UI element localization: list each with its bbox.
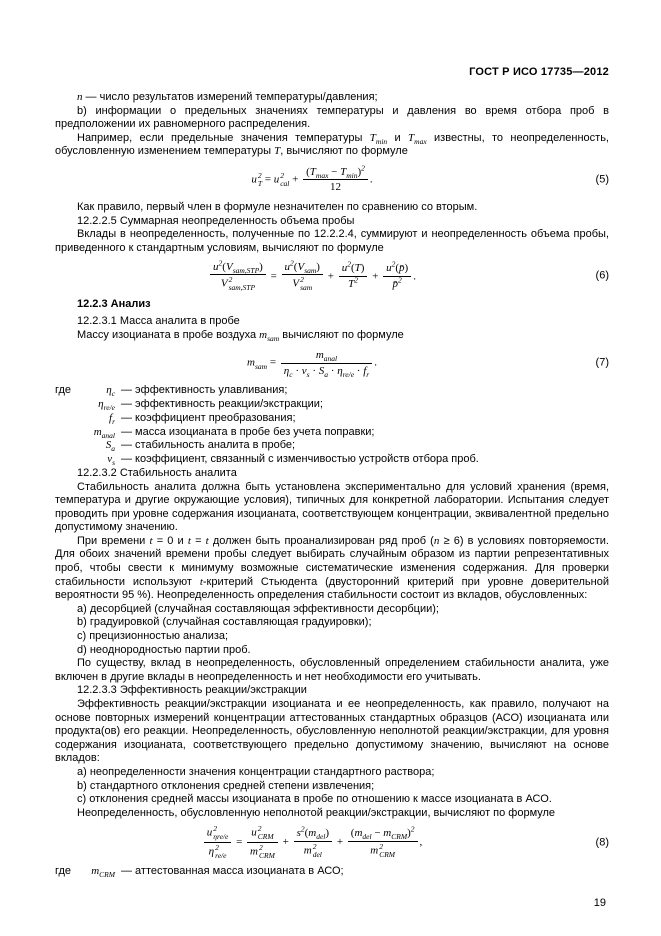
definition-term: $\eta_{re/e}$ [98, 397, 115, 413]
definition-lead: где [55, 384, 72, 397]
definition-text: — эффективность реакции/экстракции; [121, 397, 323, 410]
sub-sup-stack: 2 T [257, 170, 262, 188]
definition-row [55, 384, 609, 398]
paragraph: Массу изоцианата в пробе воздуха $m_{sam}$ вычисляют по формуле [77, 328, 404, 343]
paragraph: b) стандартного отклонения средней степени извлечения; [77, 779, 375, 792]
doc-code-header: ГОСТ Р ИСО 17735—2012 [469, 66, 609, 78]
formula-number: (7) [595, 356, 609, 369]
paragraph: 12.2.3.2 Стабильность аналита [77, 466, 237, 479]
sub-sup-stack: 2 re/e [215, 843, 227, 861]
paragraph: Как правило, первый член в формуле незначителен по сравнению со вторым. [77, 200, 478, 213]
sub-sup-stack: 2 ηre/e [213, 824, 229, 842]
paragraph: a) десорбцией (случайная составляющая эффективности десорбции); [77, 602, 439, 615]
definition-term: $\eta_c$ [106, 384, 115, 399]
definition-row [55, 398, 609, 412]
formula [55, 825, 609, 860]
definition-term: $v_s$ [107, 453, 115, 468]
definition-lead: где [55, 865, 72, 878]
definition-row [55, 865, 609, 879]
formula-expression: $u^2(V_{sam,STP})$ V 2 sam,STP = $u^2(V_{sam})$ V 2 sam + $\frac{u^2(T)}{T^2}$ + $\frac{u^2(p̄)}{p̄^2}$ . [208, 261, 456, 293]
definition-term: $m_{anal}$ [93, 425, 115, 440]
paragraph: Вклады в неопределенность, полученные по 12.2.2.4, суммируют и неопределенность объема пробы, приведенного к стандартным условиям, вычисляют по формуле [55, 228, 609, 254]
fraction: $\frac{(T_{max} - T_{min})^2}{12}$ [303, 166, 368, 194]
formula [55, 164, 609, 196]
definition-list [55, 865, 609, 879]
paragraph: a) неопределенности значения концентрации стандартного раствора; [77, 765, 435, 778]
paragraph: Стабильность аналита должна быть установлена экспериментально для условий хранения (время, температура и другие окружающие условия), типичных для конкретной лаборатории. Испытания следует проводить при уровне содержания изоцианата, соответствующем концентрации, эквивалентной предельно допустимому значению. [55, 480, 609, 534]
fraction: u 2 CRM m 2 CRM [247, 825, 278, 860]
definition-row [55, 439, 609, 453]
sub-sup-stack: 2 CRM [259, 843, 275, 861]
definition-row [55, 426, 609, 440]
paragraph: Эффективность реакции/экстракции изоцианата и ее неопределенность, как правило, получают на основе повторных измерений концентрации аттестованных стандартных образцов (АСО) изоцианата или продукта(ов) его реакции. Неопределенность, обусловленную неполнотой реакции/экстракции, для уровня содержания изоцианата, соответствующего предельно допустимому значению, вычисляют на основе вкладов: [55, 698, 609, 765]
sub-sup-stack: 2 CRM [257, 824, 274, 842]
formula-expression: $m_{sam}$ = $\frac{m_{anal}}{\eta_c \cdot v_s \cdot S_a \cdot \eta_{re/e} \cdot f_r}$ . [247, 348, 377, 379]
sub-sup-stack: 2 sam [300, 275, 313, 293]
definition-term: $m_{CRM}$ [91, 865, 115, 880]
formula-expression: u 2 ηre/e η 2 re/e = u 2 CRM m 2 CRM + $s^2(m_{del})$ m 2 del + $(m_{del} - m_{CRM})^2$ m 2 CRM , [202, 825, 463, 860]
formula [55, 257, 609, 293]
paragraph: 12.2.3.1 Масса аналита в пробе [77, 314, 240, 327]
paragraph: При времени t = 0 и t = t должен быть проанализирован ряд проб (n ≥ 6) в условиях повторяемости. Для обоих значений времени пробы следует выбирать случайным образом из партии репрезентативных проб, чтобы свести к минимуму возможные систематические изменения содержания. Для проверки стабильности используют t-критерий Стьюдента (двусторонний критерий при уровне доверительной вероятности 95 %). Неопределенность определения стабильности состоит из вкладов, обусловленных: [55, 534, 609, 602]
paragraph: Неопределенность, обусловленную неполнотой реакции/экстракции, вычисляют по формуле [77, 806, 556, 819]
formula [55, 347, 609, 379]
paragraph: По существу, вклад в неопределенность, обусловленный определением стабильности аналита, уже включен в другие вклады в неопределенность и нет необходимости его учитывать. [55, 657, 609, 683]
fraction: $(m_{del} - m_{CRM})^2$ m 2 CRM [348, 827, 418, 859]
fraction: $u^2(V_{sam,STP})$ V 2 sam,STP [210, 261, 266, 293]
definition-text: — аттестованная масса изоцианата в АСО; [121, 865, 344, 878]
paragraph: c) прецизионностью анализа; [77, 630, 229, 643]
definition-text: — коэффициент преобразования; [121, 411, 296, 424]
definition-text: — эффективность улавливания; [121, 384, 288, 397]
formula-number: (8) [595, 836, 609, 849]
definition-term: $f_r$ [109, 411, 115, 426]
paragraph: n — число результатов измерений температуры/давления; [77, 91, 378, 103]
definition-text: — стабильность аналита в пробе; [121, 439, 296, 452]
paragraph: c) отклонения средней массы изоцианата в пробе по отношению к массе изоцианата в АСО. [77, 793, 552, 806]
paragraph: b) информации о предельных значениях температуры и давления во время отбора проб в предположении их равномерного распределения. [55, 104, 609, 131]
fraction: $\frac{u^2(p̄)}{p̄^2}$ [383, 262, 411, 290]
fraction: $s^2(m_{del})$ m 2 del [294, 827, 333, 859]
paragraph: 12.2.2.5 Суммарная неопределенность объема пробы [77, 214, 355, 227]
sub-sup-stack: 2 cal [280, 170, 290, 188]
section-heading: 12.2.3 Анализ [77, 298, 151, 311]
document-content [55, 91, 609, 879]
formula-number: (5) [595, 173, 609, 186]
fraction: $u^2(V_{sam})$ V 2 sam [282, 261, 323, 293]
paragraph: 12.2.3.3 Эффективность реакции/экстракции [77, 684, 307, 697]
page-number: 19 [593, 897, 606, 909]
definition-text: — коэффициент, связанный с изменчивостью устройств отбора проб. [121, 453, 479, 466]
sub-sup-stack: 2 sam,STP [228, 275, 256, 293]
paragraph: d) неоднородностью партии проб. [77, 643, 251, 656]
definition-row [55, 412, 609, 426]
sub-sup-stack: 2 del [312, 841, 322, 859]
fraction: $\frac{u^2(T)}{T^2}$ [339, 262, 368, 290]
formula-expression: u 2 T = u 2 cal + $\frac{(T_{max} - T_{min})^2}{12}$ . [251, 163, 373, 194]
definition-list [55, 384, 609, 467]
fraction: $\frac{m_{anal}}{\eta_c \cdot v_s \cdot S_a \cdot \eta_{re/e} \cdot f_r}$ [281, 349, 372, 377]
formula-number: (6) [595, 270, 609, 283]
paragraph: b) градуировкой (случайная составляющая градуировки); [77, 616, 372, 629]
definition-term: $S_a$ [105, 439, 115, 454]
definition-text: — масса изоцианата в пробе без учета поправки; [121, 425, 375, 438]
fraction: u 2 ηre/e η 2 re/e [204, 825, 232, 860]
paragraph: Например, если предельные значения температуры $T_{min}$ и $T_{max}$ известны, то неопределенность, обусловленную изменением температуры T, вычисляют по формуле [55, 131, 609, 158]
sub-sup-stack: 2 CRM [379, 841, 396, 859]
definition-row [55, 453, 609, 467]
